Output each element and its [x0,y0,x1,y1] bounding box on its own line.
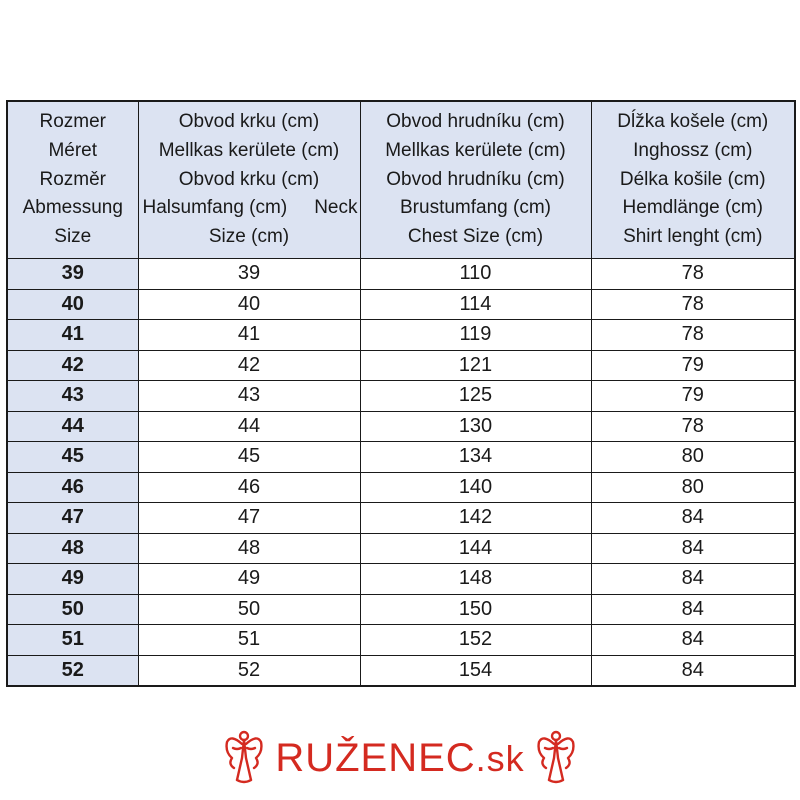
header-length-line: Dĺžka košele (cm) [617,111,769,132]
length-cell: 79 [591,381,795,412]
neck-cell: 51 [138,625,360,656]
brand-logo [0,728,800,788]
table-row [7,594,795,625]
header-length-line: Hemdlänge (cm) [622,197,763,219]
chest-cell: 148 [360,564,591,595]
size-cell: 40 [7,289,138,320]
chest-cell: 114 [360,289,591,320]
neck-cell: 50 [138,594,360,625]
neck-cell: 47 [138,503,360,534]
length-cell: 78 [591,289,795,320]
size-cell: 45 [7,442,138,473]
table-row [7,564,795,595]
length-cell: 84 [591,503,795,534]
size-cell: 49 [7,564,138,595]
neck-cell: 41 [138,320,360,351]
size-cell: 39 [7,259,138,290]
header-chest-line: Brustumfang (cm) [400,197,551,219]
size-cell: 46 [7,472,138,503]
chest-cell: 130 [360,411,591,442]
neck-cell: 42 [138,350,360,381]
table-row [7,411,795,442]
table-row [7,533,795,564]
table-row [7,320,795,351]
header-chest [360,101,591,259]
header-neck-line: Obvod krku (cm) [178,111,320,132]
chest-cell: 134 [360,442,591,473]
header-chest-line: Obvod hrudníku (cm) [386,111,565,132]
table-row [7,503,795,534]
neck-cell: 39 [138,259,360,290]
header-neck-line: Obvod krku (cm) [178,168,320,190]
size-cell: 42 [7,350,138,381]
header-size-line: Rozměr [39,168,106,190]
brand-domain: .sk [475,737,525,779]
header-length-line: Inghossz (cm) [633,139,753,161]
header-length-line: Délka košile (cm) [619,168,766,190]
header-neck-line: Mellkas kerülete (cm) [158,139,340,161]
header-neck-line-right: Neck [314,197,358,219]
size-cell: 47 [7,503,138,534]
table-row [7,350,795,381]
chest-cell: 125 [360,381,591,412]
size-cell: 48 [7,533,138,564]
table-row [7,625,795,656]
neck-cell: 40 [138,289,360,320]
header-neck [138,101,360,259]
header-chest-line: Chest Size (cm) [407,226,544,248]
brand-name [275,736,524,781]
neck-cell: 48 [138,533,360,564]
length-cell: 84 [591,594,795,625]
neck-cell: 44 [138,411,360,442]
length-cell: 78 [591,259,795,290]
chest-cell: 121 [360,350,591,381]
size-cell: 52 [7,655,138,686]
chest-cell: 152 [360,625,591,656]
size-cell: 51 [7,625,138,656]
header-size-line: Méret [48,139,98,161]
chest-cell: 140 [360,472,591,503]
header-size-line: Abmessung [22,197,123,219]
header-length-line: Shirt lenght (cm) [623,226,763,248]
header-size [7,101,138,259]
neck-cell: 46 [138,472,360,503]
table-row [7,442,795,473]
angel-icon [223,728,265,788]
length-cell: 78 [591,320,795,351]
length-cell: 84 [591,564,795,595]
header-size-line: Size [54,226,92,248]
table-row [7,381,795,412]
table-row [7,259,795,290]
length-cell: 84 [591,533,795,564]
size-cell: 50 [7,594,138,625]
length-cell: 84 [591,625,795,656]
table-body [7,259,795,687]
chest-cell: 150 [360,594,591,625]
length-cell: 78 [591,411,795,442]
header-chest-line: Mellkas kerülete (cm) [385,139,566,161]
header-chest-line: Obvod hrudníku (cm) [386,168,565,190]
header-size-line: Rozmer [39,111,106,132]
header-neck-line [139,194,360,223]
neck-cell: 49 [138,564,360,595]
header-neck-line-left: Halsumfang (cm) [142,197,288,219]
chest-cell: 119 [360,320,591,351]
chest-cell: 154 [360,655,591,686]
neck-cell: 45 [138,442,360,473]
chest-cell: 144 [360,533,591,564]
neck-cell: 43 [138,381,360,412]
angel-icon [535,728,577,788]
table-row [7,472,795,503]
header-row [7,101,795,259]
length-cell: 80 [591,472,795,503]
table-row [7,289,795,320]
table-row [7,655,795,686]
chest-cell: 142 [360,503,591,534]
size-cell: 43 [7,381,138,412]
size-cell: 41 [7,320,138,351]
length-cell: 79 [591,350,795,381]
size-cell: 44 [7,411,138,442]
brand-name-main: RUŽENEC [275,735,476,780]
neck-cell: 52 [138,655,360,686]
header-length [591,101,795,259]
length-cell: 84 [591,655,795,686]
chest-cell: 110 [360,259,591,290]
length-cell: 80 [591,442,795,473]
size-chart-table [6,100,796,687]
header-neck-line: Size (cm) [208,226,290,248]
